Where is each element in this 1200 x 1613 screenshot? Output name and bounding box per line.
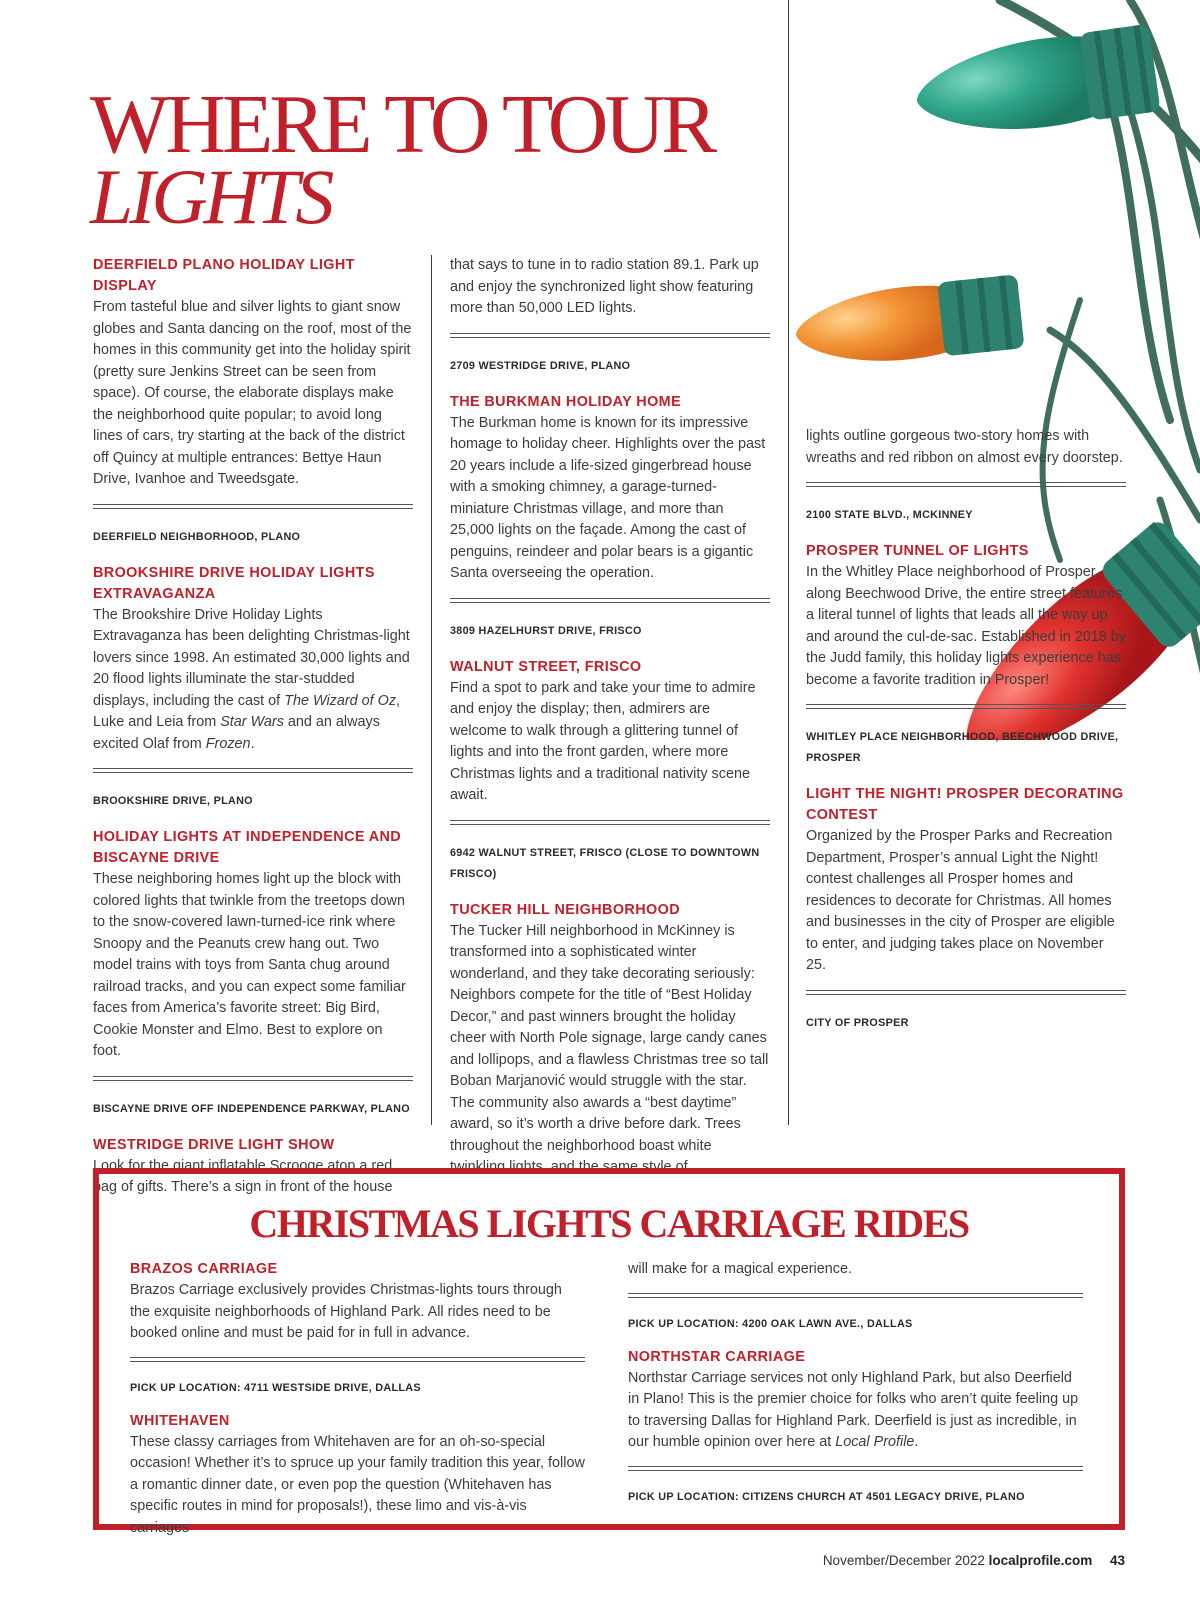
location-label: 2100 STATE BLVD., MCKINNEY	[806, 509, 973, 521]
section-divider	[93, 504, 413, 509]
section-body: Northstar Carriage services not only Highland Park, but also Deerfield in Plano! This is the premier choice for folks who aren’t quite feeling up to traversing Dallas for Highland Park. Deerfield is just as incredible, in our humble opinion over here at Local Profile.	[628, 1369, 1079, 1450]
section-heading: WHITEHAVEN	[130, 1412, 230, 1429]
section-heading: LIGHT THE NIGHT! PROSPER DECORATING CONTEST	[806, 786, 1124, 823]
site-name: localprofile.com	[988, 1553, 1093, 1568]
location-label: CITY OF PROSPER	[806, 1016, 909, 1029]
green-bulb	[911, 24, 1161, 145]
orange-bulb	[792, 274, 1024, 371]
section-divider	[93, 768, 413, 773]
section-body: The Burkman home is known for its impressive homage to holiday cheer. Highlights over the past 20 years include a life-sized gingerbread house with a smoking chimney, a garage-turned-miniature Christmas village, and more than 25,000 lights on the façade. Among the cast of penguins, reindeer and polar bears is a gigantic Santa overseeing the operation.	[450, 414, 766, 581]
section-heading: THE BURKMAN HOLIDAY HOME	[450, 393, 682, 410]
section-body: In the Whitley Place neighborhood of Prosper, along Beechwood Drive, the entire street features a literal tunnel of lights that leads all the way up and around the cul-de-sac. Established in 2018 by the Judd family, this holiday lights experience has become a favorite tradition in Prosper!	[806, 564, 1127, 688]
section-body: These classy carriages from Whitehaven are for an oh-so-special occasion! Whether it’s to spruce up your family tradition this year, follow a romantic dinner date, or even pop the question (Whitehaven has specific routes in mind for proposals!), these limo and vis-à-vis carriages	[130, 1433, 585, 1536]
title-line-1: WHERE TO TOUR	[90, 78, 714, 171]
location-label: 2709 WESTRIDGE DRIVE, PLANO	[450, 359, 631, 372]
section-heading: PROSPER TUNNEL OF LIGHTS	[806, 543, 1029, 559]
section-body: The Tucker Hill neighborhood in McKinney is transformed into a sophisticated winter wonderland, and they take decorating seriously: Neighbors compete for the title of “Best Holiday Decor,” and past winners brought the holiday cheer with North Pole signage, large candy canes and lollipops, and a flawless Christmas tree so tall Boban Marjanović would struggle with the star. The community also awards a “best daytime” award, so it’s worth a drive before dark. Trees throughout the neighborhood boast white twinkling lights, and the same style of	[450, 922, 769, 1175]
pickup-location-label: PICK UP LOCATION: 4711 WESTSIDE DRIVE, DALLAS	[130, 1381, 421, 1394]
section-divider	[806, 482, 1126, 487]
page-footer	[823, 1553, 1125, 1568]
section-divider	[806, 990, 1126, 995]
section-heading: NORTHSTAR CARRIAGE	[628, 1348, 806, 1365]
carriage-rides-box	[93, 1168, 1125, 1536]
carriage-rides-title: CHRISTMAS LIGHTS CARRIAGE RIDES	[249, 1201, 969, 1246]
section-divider	[628, 1293, 1083, 1298]
section-body: will make for a magical experience.	[628, 1261, 852, 1277]
section-heading: TUCKER HILL NEIGHBORHOOD	[450, 901, 680, 918]
section-body: Look for the giant inflatable Scrooge atop a red bag of gifts. There’s a sign in front of the house	[93, 1157, 393, 1195]
section-body: lights outline gorgeous two-story homes with wreaths and red ribbon on almost every doorstep.	[806, 428, 1123, 466]
article-column-1	[93, 255, 413, 1199]
section-body: Brazos Carriage exclusively provides Christmas-lights tours through the exquisite neighborhoods of Highland Park. All rides need to be booked online and must be paid for in full in advance.	[130, 1282, 562, 1341]
section-body: Organized by the Prosper Parks and Recreation Department, Prosper’s annual Light the Night! contest challenges all Prosper homes and residences to decorate for Christmas. All homes and businesses in the city of Prosper are eligible to enter, and judging takes place on November 25.	[806, 828, 1115, 973]
section-heading: WESTRIDGE DRIVE LIGHT SHOW	[93, 1136, 335, 1153]
section-divider	[628, 1466, 1083, 1471]
page-title	[90, 78, 790, 240]
article-column-2	[450, 255, 770, 1179]
section-divider	[450, 333, 770, 338]
carriage-column-2	[628, 1259, 1083, 1520]
article-column-3	[806, 426, 1126, 1049]
location-label: WHITLEY PLACE NEIGHBORHOOD, BEECHWOOD DRIVE, PROSPER	[806, 731, 1119, 764]
location-label: BISCAYNE DRIVE OFF INDEPENDENCE PARKWAY, PLANO	[93, 1102, 410, 1115]
section-body: From tasteful blue and silver lights to giant snow globes and Santa dancing on the roof, most of the homes in this community get into the holiday spirit (pretty sure Jenkins Street can be seen from space). Of course, the elaborate displays make the neighborhood quite popular; to avoid long lines of cars, try starting at the back of the district off Quincy at multiple entrances: Bettye Haun Drive, Ivanhoe and Tweedsgate.	[93, 299, 412, 487]
section-body: that says to tune in to radio station 89.1. Park up and enjoy the synchronized light show featuring more than 50,000 LED lights.	[450, 257, 759, 316]
section-heading: WALNUT STREET, FRISCO	[450, 658, 642, 675]
section-heading: BRAZOS CARRIAGE	[130, 1261, 278, 1277]
section-divider	[130, 1357, 585, 1362]
section-body: The Brookshire Drive Holiday Lights Extravaganza has been delighting Christmas-light lovers since 1998. An estimated 30,000 lights and 20 flood lights illuminate the star-studded displays, including the cast of The Wizard of Oz, Luke and Leia from Star Wars and an always excited Olaf from Frozen.	[93, 606, 410, 752]
section-heading: BROOKSHIRE DRIVE HOLIDAY LIGHTS EXTRAVAGANZA	[93, 564, 375, 602]
section-heading: HOLIDAY LIGHTS AT INDEPENDENCE AND BISCAYNE DRIVE	[93, 829, 402, 866]
issue-date: November/December 2022	[822, 1553, 985, 1568]
section-divider	[806, 704, 1126, 709]
section-divider	[450, 820, 770, 825]
section-body: These neighboring homes light up the block with colored lights that twinkle from the treetops down to the snow-covered lawn-turned-ice rink where Snoopy and the Peanuts crew hang out. Two model trains with toys from Santa chug around railroad tracks, and you can expect some familiar faces from America’s favorite street: Big Bird, Cookie Monster and Elmo. Best to explore on foot.	[93, 871, 406, 1059]
title-line-2: LIGHTS	[90, 153, 331, 240]
section-divider	[450, 598, 770, 603]
location-label: 6942 WALNUT STREET, FRISCO (CLOSE TO DOWNTOWN FRISCO)	[450, 846, 760, 880]
pickup-location-label: PICK UP LOCATION: CITIZENS CHURCH AT 4501 LEGACY DRIVE, PLANO	[628, 1490, 1025, 1503]
location-label: DEERFIELD NEIGHBORHOOD, PLANO	[93, 530, 301, 543]
section-heading: DEERFIELD PLANO HOLIDAY LIGHT DISPLAY	[93, 257, 355, 294]
location-label: 3809 HAZELHURST DRIVE, FRISCO	[450, 624, 642, 637]
column-divider-1	[431, 255, 432, 1125]
pickup-location-label: PICK UP LOCATION: 4200 OAK LAWN AVE., DALLAS	[628, 1317, 913, 1330]
section-body: Find a spot to park and take your time to admire and enjoy the display; then, admirers are welcome to walk through a glittering tunnel of lights and into the front garden, where more Christmas lights and a traditional nativity scene await.	[450, 679, 756, 803]
location-label: BROOKSHIRE DRIVE, PLANO	[93, 795, 253, 807]
carriage-column-1	[130, 1259, 585, 1539]
page-number: 43	[1109, 1553, 1125, 1568]
section-divider	[93, 1076, 413, 1081]
